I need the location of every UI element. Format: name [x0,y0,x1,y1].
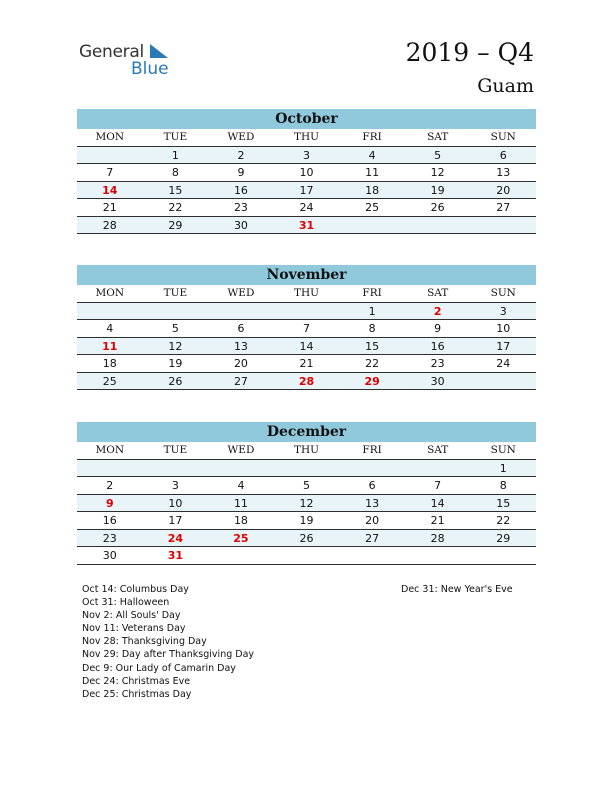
weekday-label: THU [294,131,320,143]
holiday-note: Dec 31: New Year's Eve [401,584,513,595]
day-cell: 28 [298,374,315,388]
day-cell: 20 [233,357,248,370]
day-cell: 14 [430,496,445,510]
holiday-note: Nov 2: All Souls' Day [82,610,181,622]
holiday-note: Dec 24: Christmas Eve [82,675,191,687]
day-cell: 28 [102,218,117,232]
day-cell: 4 [237,479,245,492]
weekday-label: THU [294,444,320,456]
holiday-notes-left [82,583,254,701]
day-cell: 23 [233,201,248,214]
week-row [77,164,536,182]
month-header: October [77,109,536,129]
day-cell: 19 [168,357,183,370]
day-cell: 7 [434,479,442,492]
empty-day-cell [470,547,536,564]
day-cell: 8 [368,322,376,335]
month-header: November [77,265,536,285]
day-cell: 9 [105,496,114,510]
empty-day-cell [405,217,471,234]
week-row [77,512,536,530]
week-row [77,303,536,321]
day-cell: 30 [233,218,248,232]
day-cell: 17 [496,339,511,353]
holiday-note: Oct 31: Halloween [82,597,170,609]
day-cell: 24 [167,531,184,545]
weekday-label: TUE [163,444,188,456]
empty-day-cell [470,217,536,234]
day-cell: 19 [430,183,445,197]
page-title: 2019 – Q4 [405,38,534,67]
empty-day-cell [405,547,471,564]
day-cell: 16 [430,339,445,353]
empty-day-cell [405,460,471,477]
day-cell: 25 [365,201,380,214]
week-row [77,373,536,391]
day-cell: 20 [496,183,511,197]
day-cell: 24 [299,201,314,214]
holiday-note: Dec 25: Christmas Day [82,688,192,700]
day-cell: 4 [368,148,376,162]
empty-day-cell [77,460,143,477]
logo-text-general: General [79,42,144,62]
weekday-label: MON [95,287,125,299]
day-cell: 15 [365,339,380,353]
logo-triangle-icon [150,44,168,60]
day-cell: 2 [433,304,442,318]
empty-day-cell [339,460,405,477]
day-cell: 21 [102,201,117,214]
day-cell: 15 [168,183,183,197]
day-cell: 10 [299,166,314,179]
weekday-row [77,442,536,460]
weekday-label: WED [227,287,255,299]
weekday-label: MON [95,131,125,143]
week-row [77,547,536,565]
day-cell: 12 [299,496,314,510]
weekday-label: SUN [490,287,516,299]
day-cell: 26 [299,531,314,545]
day-cell: 31 [167,549,184,562]
logo-text-blue: Blue [131,59,169,79]
day-cell: 23 [102,531,117,545]
day-cell: 21 [430,514,445,527]
day-cell: 6 [368,479,376,492]
day-cell: 9 [434,322,442,335]
day-cell: 23 [430,357,445,370]
day-cell: 1 [368,304,376,318]
day-cell: 25 [102,374,117,388]
week-row [77,147,536,165]
holiday-note: Dec 9: Our Lady of Camarin Day [82,662,236,674]
day-cell: 18 [102,357,117,370]
day-cell: 27 [496,201,511,214]
day-cell: 11 [102,339,118,353]
day-cell: 6 [499,148,507,162]
weekday-label: MON [95,444,125,456]
weekday-label: WED [227,131,255,143]
month-header: December [77,422,536,442]
day-cell: 7 [106,166,114,179]
week-row [77,530,536,548]
day-cell: 17 [168,514,183,527]
logo [79,42,179,82]
day-cell: 4 [106,322,114,335]
day-cell: 8 [171,166,179,179]
holiday-note: Nov 11: Veterans Day [82,623,186,635]
day-cell: 21 [299,357,314,370]
week-row [77,338,536,356]
day-cell: 28 [430,531,445,545]
day-cell: 25 [233,531,249,545]
holiday-note: Oct 14: Columbus Day [82,584,189,595]
empty-day-cell [77,147,143,164]
day-cell: 29 [496,531,511,545]
empty-day-cell [143,303,209,320]
day-cell: 13 [233,339,248,353]
day-cell: 22 [365,357,380,370]
day-cell: 2 [237,148,245,162]
empty-day-cell [339,547,405,564]
weekday-label: SUN [490,444,516,456]
holiday-notes-right [401,583,513,596]
day-cell: 6 [237,322,245,335]
empty-day-cell [274,303,340,320]
day-cell: 18 [233,514,248,527]
day-cell: 30 [430,374,445,388]
week-row [77,495,536,513]
month-october [77,109,536,234]
day-cell: 3 [303,148,311,162]
empty-day-cell [208,547,274,564]
weekday-label: FRI [362,287,382,299]
day-cell: 5 [303,479,311,492]
page-subtitle: Guam [477,75,534,97]
week-row [77,477,536,495]
empty-day-cell [143,460,209,477]
day-cell: 30 [102,549,117,562]
week-row [77,355,536,373]
empty-day-cell [274,460,340,477]
weekday-label: SAT [427,131,449,143]
day-cell: 10 [168,496,183,510]
day-cell: 29 [364,374,380,388]
weekday-label: SAT [427,444,449,456]
day-cell: 27 [365,531,380,545]
weekday-label: WED [227,444,255,456]
day-cell: 14 [299,339,314,353]
day-cell: 20 [365,514,380,527]
weekday-label: FRI [362,131,382,143]
day-cell: 29 [168,218,183,232]
weekday-label: TUE [163,131,188,143]
empty-day-cell [339,217,405,234]
holiday-note: Nov 29: Day after Thanksgiving Day [82,649,255,661]
weekday-label: FRI [362,444,382,456]
day-cell: 7 [303,322,311,335]
day-cell: 9 [237,166,245,179]
day-cell: 31 [298,218,315,232]
weekday-label: SUN [490,131,516,143]
day-cell: 3 [171,479,179,492]
day-cell: 11 [233,496,248,510]
week-row [77,320,536,338]
day-cell: 26 [430,201,445,214]
weekday-row [77,285,536,303]
empty-day-cell [274,547,340,564]
week-row [77,199,536,217]
day-cell: 12 [430,166,445,179]
day-cell: 15 [496,496,511,510]
day-cell: 26 [168,374,183,388]
day-cell: 2 [106,479,114,492]
day-cell: 24 [496,357,511,370]
day-cell: 18 [365,183,380,197]
day-cell: 1 [499,461,507,475]
day-cell: 16 [102,514,117,527]
day-cell: 14 [102,183,118,197]
month-december [77,422,536,565]
month-november [77,265,536,390]
day-cell: 13 [496,166,511,179]
empty-day-cell [208,303,274,320]
empty-day-cell [470,373,536,390]
day-cell: 5 [434,148,442,162]
week-row [77,460,536,478]
week-row [77,182,536,200]
day-cell: 17 [299,183,314,197]
weekday-label: TUE [163,287,188,299]
day-cell: 11 [365,166,380,179]
day-cell: 5 [171,322,179,335]
day-cell: 1 [171,148,179,162]
day-cell: 22 [496,514,511,527]
day-cell: 19 [299,514,314,527]
weekday-label: THU [294,287,320,299]
day-cell: 12 [168,339,183,353]
weekday-label: SAT [427,287,449,299]
day-cell: 13 [365,496,380,510]
day-cell: 10 [496,322,511,335]
day-cell: 3 [499,304,507,318]
empty-day-cell [208,460,274,477]
holiday-note: Nov 28: Thanksgiving Day [82,636,207,648]
empty-day-cell [77,303,143,320]
day-cell: 16 [233,183,248,197]
weekday-row [77,129,536,147]
day-cell: 8 [499,479,507,492]
day-cell: 22 [168,201,183,214]
day-cell: 27 [233,374,248,388]
week-row [77,217,536,235]
